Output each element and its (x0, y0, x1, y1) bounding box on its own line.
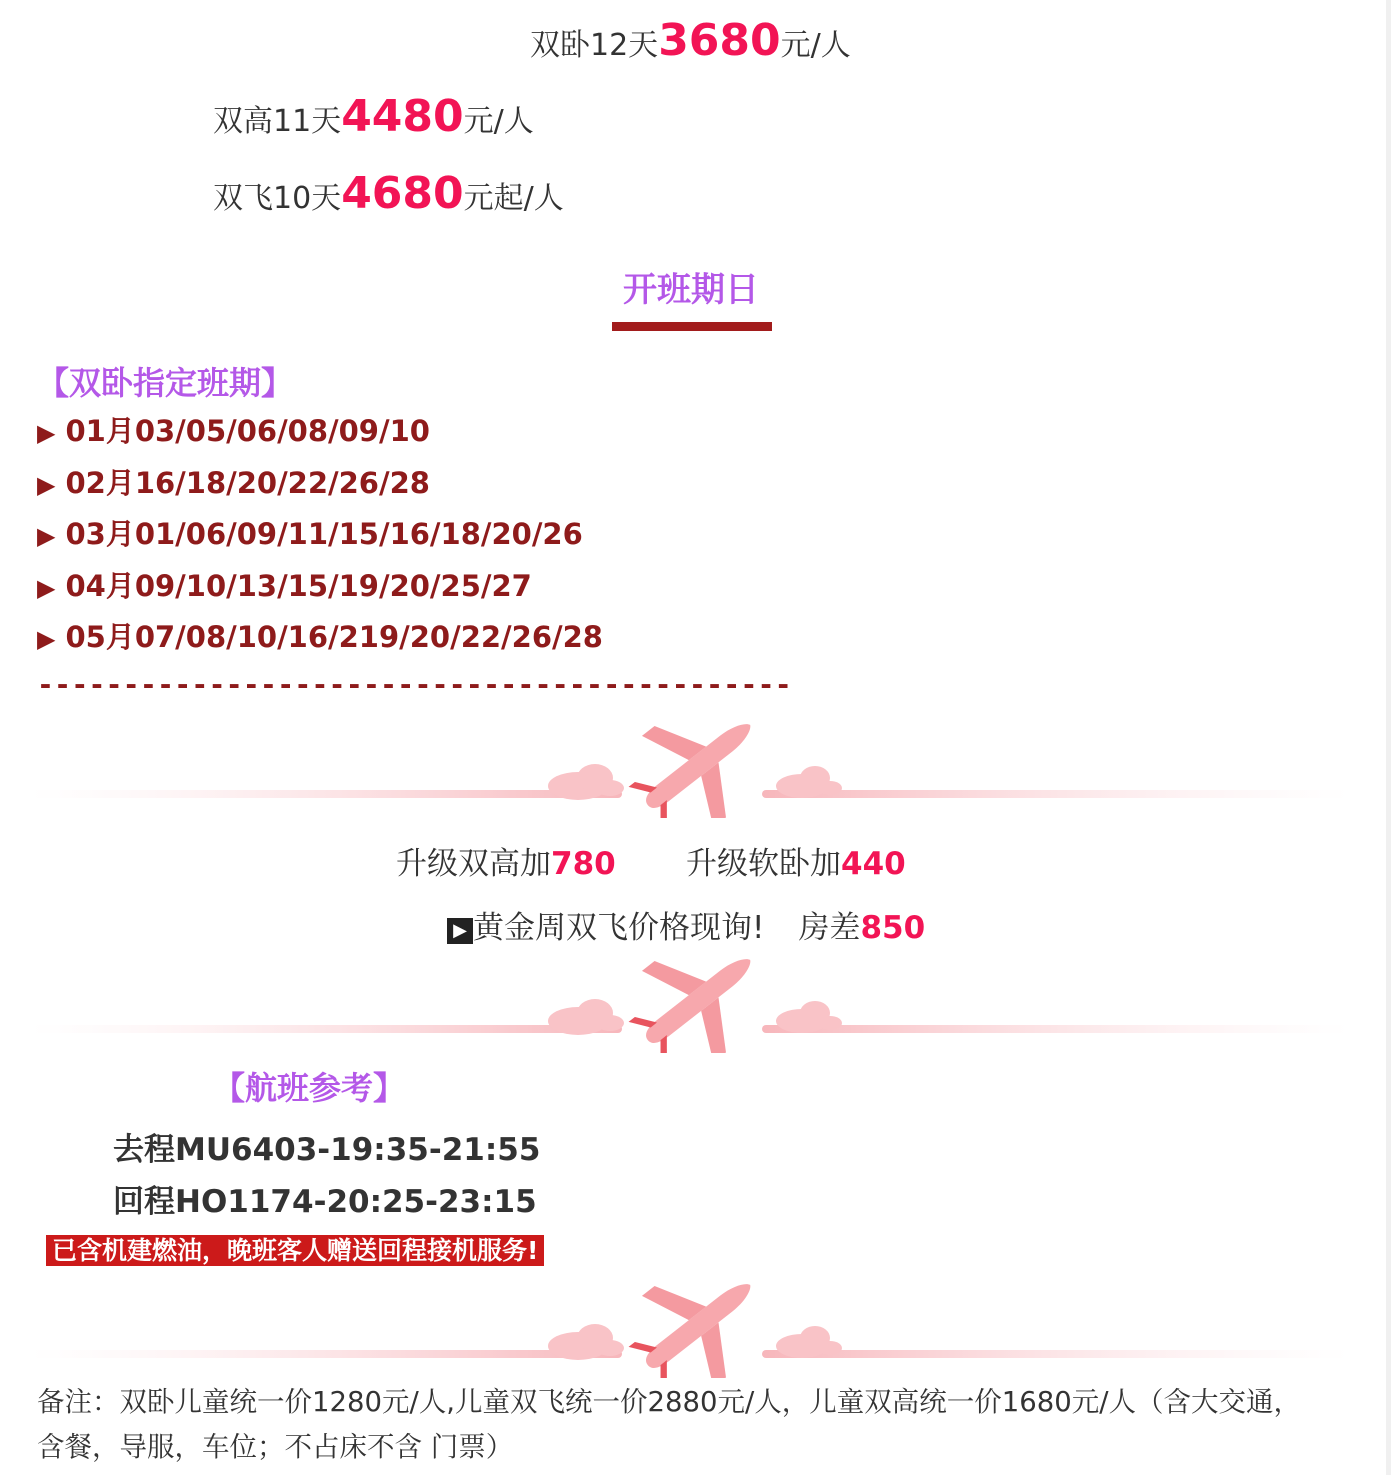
price-flight (213, 168, 564, 219)
date-item-jan (37, 406, 603, 458)
price-sleeper-suffix: 元/人 (780, 28, 851, 63)
upgrade-softsleeper-label: 升级软卧加 (686, 846, 841, 882)
triangle-bullet-icon: ▶ (37, 522, 56, 550)
price-flight-amount: 4680 (341, 168, 464, 219)
room-diff-value: 850 (860, 910, 926, 946)
flight-return: 回程HO1174-20:25-23:15 (113, 1184, 537, 1220)
airplane-icon (609, 1268, 786, 1378)
upgrade-softsleeper-value: 440 (841, 846, 906, 882)
play-box-icon: ▶ (447, 918, 473, 944)
date-text: 05月07/08/10/16/219/20/22/26/28 (65, 620, 603, 654)
price-highspeed (213, 91, 534, 142)
date-item-may (37, 612, 603, 664)
airplane-divider-2 (30, 943, 1350, 1053)
remark-text (37, 1380, 1357, 1470)
date-text: 02月16/18/20/22/26/28 (65, 465, 430, 500)
price-highspeed-amount: 4480 (341, 91, 464, 142)
price-sleeper-amount: 3680 (658, 15, 781, 66)
remark-line-1: 备注：双卧儿童统一价1280元/人,儿童双飞统一价2880元/人，儿童双高统一价1680元/人（含大交通， (37, 1386, 1301, 1418)
schedule-date-list (37, 406, 603, 664)
price-highspeed-prefix: 双高11天 (213, 104, 342, 139)
dashed-separator: -------------------------------------------- (37, 668, 792, 701)
fuel-notice-banner: 已含机建燃油，晚班客人赠送回程接机服务! (46, 1235, 544, 1266)
price-sleeper (530, 15, 851, 66)
date-item-feb (37, 458, 603, 510)
airplane-icon (609, 943, 786, 1053)
golden-week-line (447, 902, 925, 947)
room-diff-label: 房差 (798, 910, 861, 946)
triangle-bullet-icon: ▶ (37, 470, 56, 499)
date-item-apr (37, 561, 603, 613)
schedule-title-underline (612, 322, 772, 331)
price-sleeper-prefix: 双卧12天 (530, 28, 659, 63)
price-flight-suffix: 元起/人 (463, 181, 564, 216)
cloud-icon (776, 1326, 842, 1358)
airplane-icon (609, 708, 786, 818)
schedule-title: 开班期日 (623, 270, 759, 310)
cloud-icon (548, 999, 624, 1035)
date-text: 01月03/05/06/08/09/10 (65, 414, 430, 448)
triangle-bullet-icon: ▶ (37, 419, 56, 447)
sleeper-schedule-heading: 【双卧指定班期】 (37, 364, 294, 402)
upgrade-highspeed (396, 838, 616, 883)
upgrade-softsleeper (686, 838, 906, 883)
cloud-icon (776, 766, 842, 798)
triangle-bullet-icon: ▶ (37, 573, 56, 602)
cloud-icon (548, 1324, 624, 1360)
golden-week-text: 黄金周双飞价格现询! (473, 910, 765, 946)
triangle-bullet-icon: ▶ (37, 625, 56, 653)
upgrade-highspeed-value: 780 (551, 846, 616, 882)
price-flight-prefix: 双飞10天 (213, 181, 342, 216)
cloud-icon (548, 764, 624, 800)
date-text: 03月01/06/09/11/15/16/18/20/26 (65, 517, 583, 551)
flight-outbound: 去程MU6403-19:35-21:55 (113, 1132, 541, 1168)
remark-line-2: 含餐，导服，车位；不占床不含 门票） (37, 1431, 514, 1463)
page-scrollbar[interactable] (1386, 0, 1391, 1475)
cloud-icon (776, 1001, 842, 1033)
date-item-mar (37, 509, 603, 561)
upgrade-highspeed-label: 升级双高加 (396, 846, 551, 882)
airplane-divider-3 (30, 1268, 1350, 1378)
date-text: 04月09/10/13/15/19/20/25/27 (65, 568, 532, 603)
airplane-divider-1 (30, 708, 1350, 818)
flight-reference-heading: 【航班参考】 (213, 1069, 406, 1107)
price-highspeed-suffix: 元/人 (463, 104, 534, 139)
